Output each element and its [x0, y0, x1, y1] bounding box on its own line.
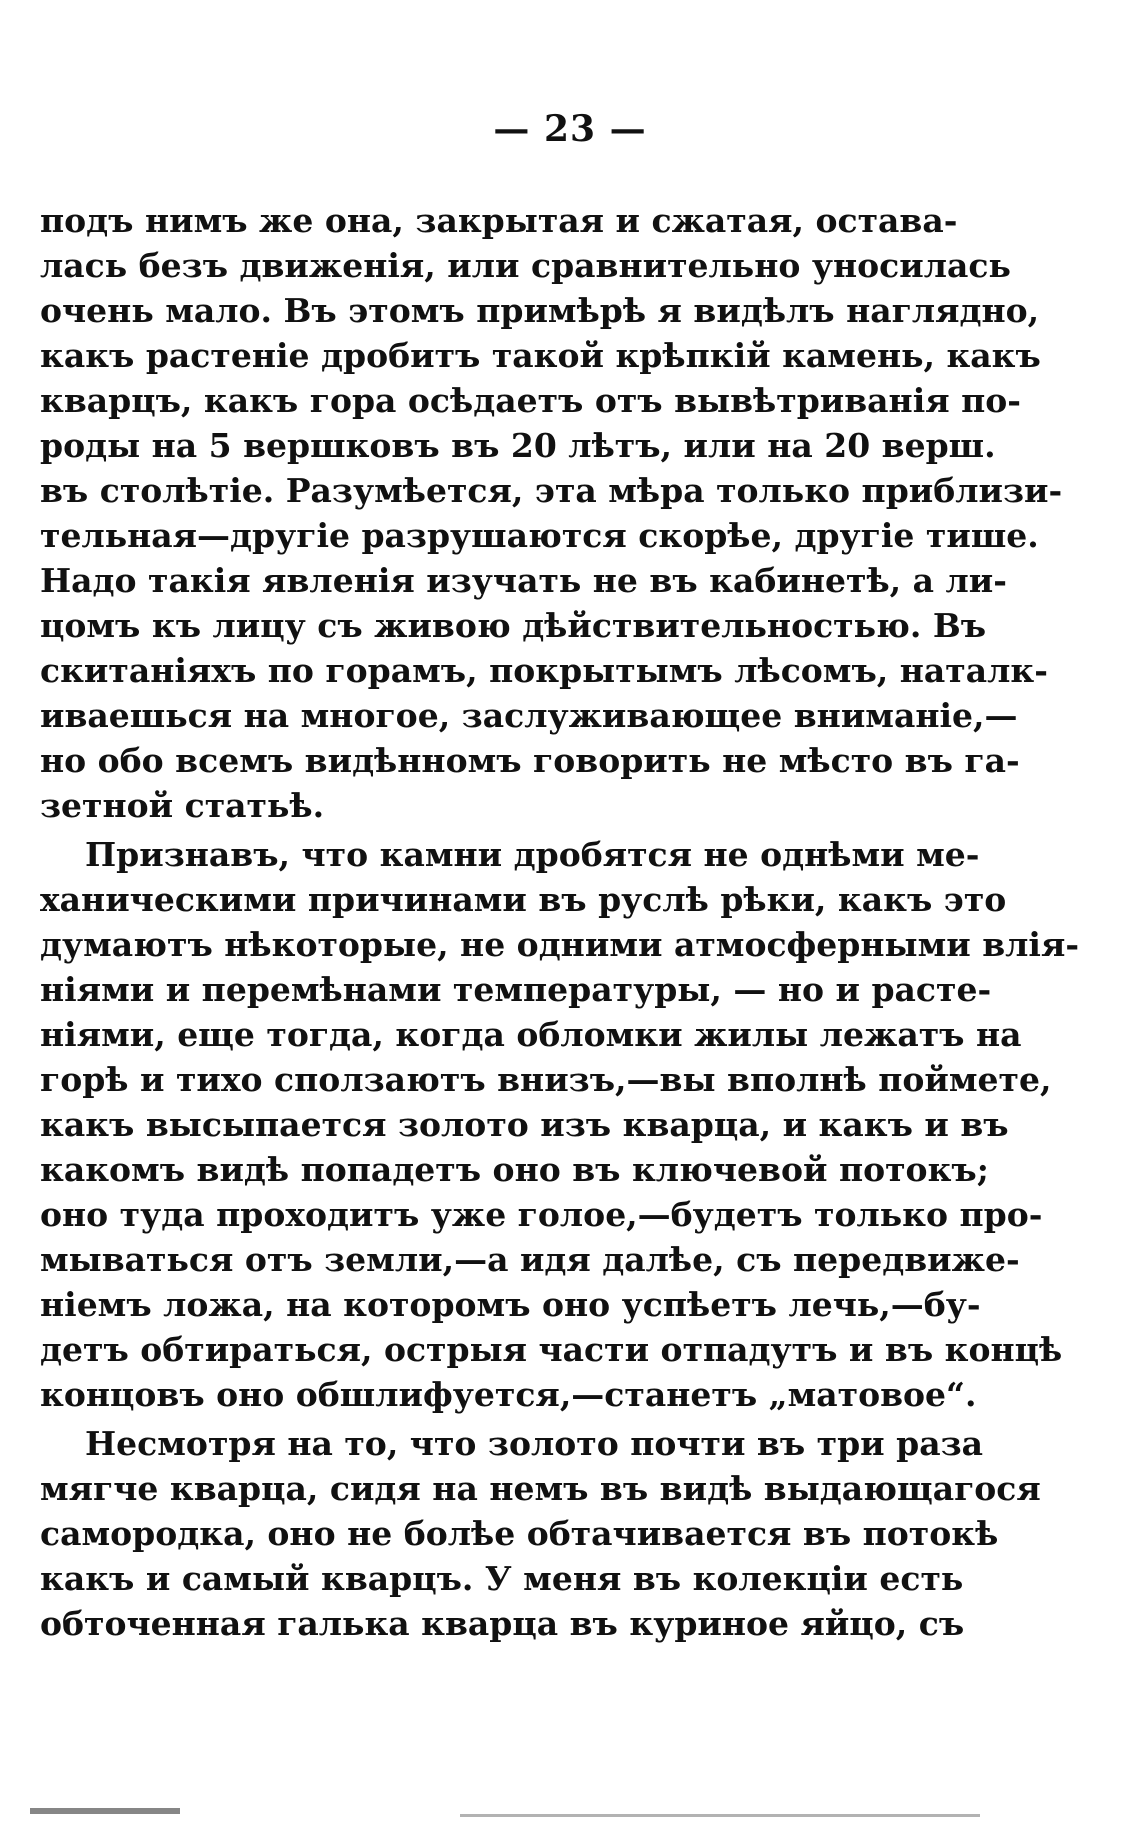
text-line: ніемъ ложа, на которомъ оно успѣетъ лечь,—бу-: [40, 1285, 981, 1324]
text-line: ніями, еще тогда, когда обломки жилы лежатъ на: [40, 1015, 1022, 1054]
paragraph: [40, 198, 1063, 828]
paragraph: [40, 832, 1080, 1417]
text-line: зетной статьѣ.: [40, 786, 325, 825]
text-line: думаютъ нѣкоторые, не одними атмосферными влія-: [40, 925, 1080, 964]
paragraph: [40, 1421, 1041, 1646]
text-line: но обо всемъ видѣнномъ говорить не мѣсто въ га-: [40, 741, 1020, 780]
text-line: иваешься на многое, заслуживающее вниманіе,—: [40, 696, 1018, 735]
text-line: лась безъ движенія, или сравнительно уносилась: [40, 246, 1011, 285]
text-line: кварцъ, какъ гора осѣдаетъ отъ вывѣтриванія по-: [40, 381, 1021, 420]
text-line: самородка, оно не болѣе обтачивается въ потокѣ: [40, 1514, 999, 1553]
text-line: тельная—другіе разрушаются скорѣе, другіе тише.: [40, 516, 1039, 555]
text-line: ніями и перемѣнами температуры, — но и расте-: [40, 970, 992, 1009]
text-line: Несмотря на то, что золото почти въ три раза: [85, 1424, 984, 1463]
text-line: какъ и самый кварцъ. У меня въ колекціи есть: [40, 1559, 964, 1598]
text-line: Признавъ, что камни дробятся не однѣми ме-: [85, 835, 980, 874]
text-line: оно туда проходитъ уже голое,—будетъ только про-: [40, 1195, 1043, 1234]
text-line: въ столѣтіе. Разумѣется, эта мѣра только приблизи-: [40, 471, 1063, 510]
text-line: мягче кварца, сидя на немъ въ видѣ выдающагося: [40, 1469, 1041, 1508]
text-line: подъ нимъ же она, закрытая и сжатая, остава-: [40, 201, 958, 240]
text-line: обточенная галька кварца въ куриное яйцо, съ: [40, 1604, 965, 1643]
scan-artifact: [460, 1814, 980, 1817]
text-line: ханическими причинами въ руслѣ рѣки, какъ это: [40, 880, 1007, 919]
text-line: скитаніяхъ по горамъ, покрытымъ лѣсомъ, наталк-: [40, 651, 1048, 690]
scan-artifact: [30, 1808, 180, 1814]
text-line: Надо такія явленія изучать не въ кабинетѣ, а ли-: [40, 561, 1007, 600]
text-line: цомъ къ лицу съ живою дѣйствительностью. Въ: [40, 606, 987, 645]
text-line: мываться отъ земли,—а идя далѣе, съ передвиже-: [40, 1240, 1020, 1279]
body-text: [40, 198, 1080, 1646]
text-line: концовъ оно обшлифуется,—станетъ „матовое“.: [40, 1375, 977, 1414]
text-line: детъ обтираться, острыя части отпадутъ и въ концѣ: [40, 1330, 1063, 1369]
text-line: роды на 5 вершковъ въ 20 лѣтъ, или на 20 верш.: [40, 426, 996, 465]
text-line: горѣ и тихо сползаютъ внизъ,—вы вполнѣ поймете,: [40, 1060, 1052, 1099]
text-line: очень мало. Въ этомъ примѣрѣ я видѣлъ наглядно,: [40, 291, 1040, 330]
text-line: какъ растеніе дробитъ такой крѣпкій камень, какъ: [40, 336, 1041, 375]
text-line: какъ высыпается золото изъ кварца, и какъ и въ: [40, 1105, 1009, 1144]
text-line: какомъ видѣ попадетъ оно въ ключевой потокъ;: [40, 1150, 989, 1189]
page-number: — 23 —: [493, 108, 647, 150]
